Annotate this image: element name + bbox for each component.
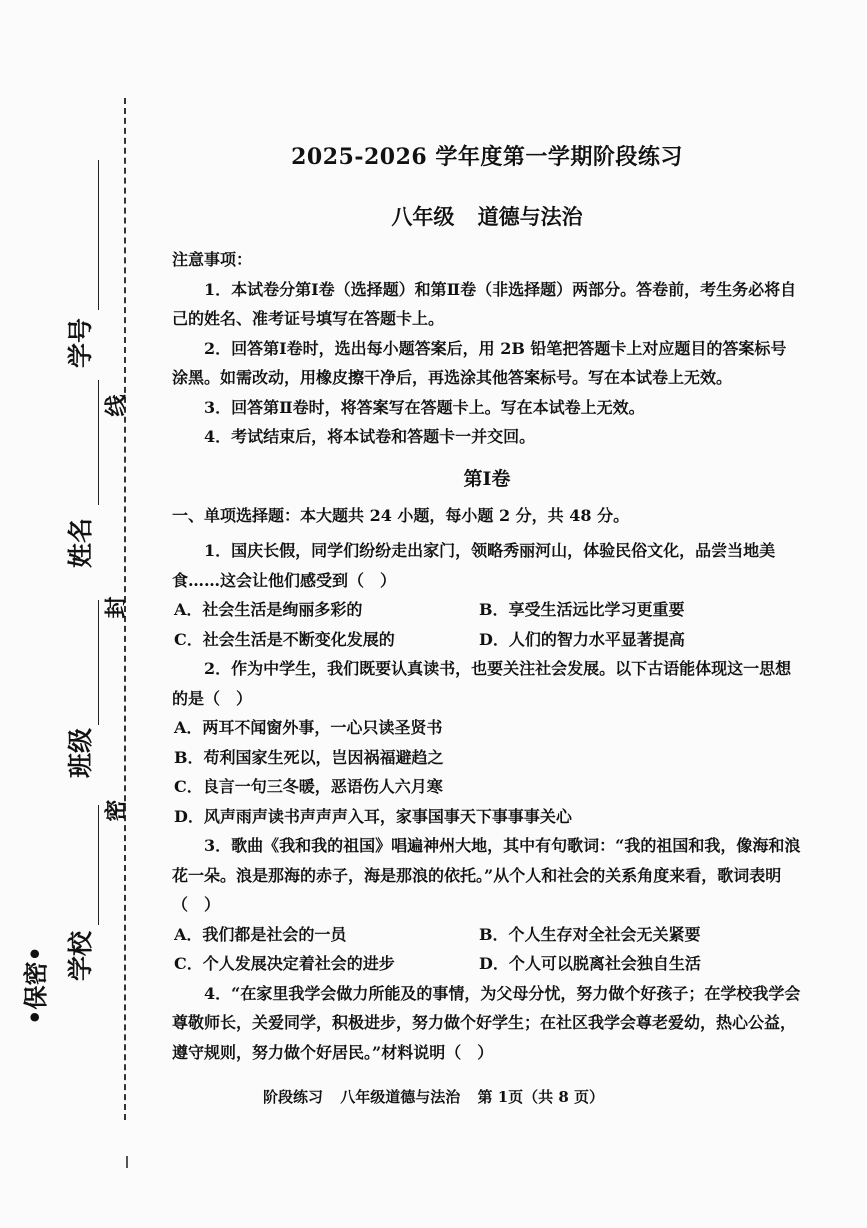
subject-label: 道德与法治 bbox=[477, 204, 583, 229]
q3-option-d: D．个人可以脱离社会独自生活 bbox=[479, 954, 701, 973]
page-footer bbox=[0, 1086, 867, 1107]
q1-option-c: C．社会生活是不断变化发展的 bbox=[174, 629, 395, 649]
q1-option-b: B．享受生活远比学习更重要 bbox=[479, 600, 685, 619]
volume-title: 第Ⅰ卷 bbox=[463, 467, 511, 490]
q3-option-a: A．我们都是社会的一员 bbox=[174, 924, 347, 944]
seal-char-seal: 封 bbox=[103, 596, 130, 619]
q1-option-d: D．人们的智力水平显著提高 bbox=[479, 629, 685, 649]
class-label: 班级 bbox=[66, 727, 96, 779]
question-1-stem: 1．国庆长假，同学们纷纷走出家门，领略秀丽河山，体验民俗文化，品尝当地美食……这会让他们感受到（ ） bbox=[172, 541, 776, 590]
section-title: 一、单项选择题：本大题共 24 小题，每小题 2 分，共 48 分。 bbox=[172, 505, 630, 525]
exam-title: 2025-2026 学年度第一学期阶段练习 bbox=[291, 144, 683, 170]
confidential-mark: •保密• bbox=[20, 946, 50, 1025]
notice-item: 4．考试结束后，将本试卷和答题卡一并交回。 bbox=[204, 427, 536, 446]
class-blank-line bbox=[98, 600, 99, 725]
footer-page-number: 第 1页（共 8 页） bbox=[477, 1088, 605, 1106]
q2-option-b: B．苟利国家生死以，岂因祸福避趋之 bbox=[174, 747, 444, 767]
school-blank-line bbox=[98, 805, 99, 925]
question-1-options-row-1 bbox=[172, 595, 802, 625]
student-id-blank-line bbox=[98, 160, 99, 310]
notice-item: 3．回答第Ⅱ卷时，将答案写在答题卡上。写在本试卷上无效。 bbox=[204, 397, 645, 417]
question-1-options-row-2 bbox=[172, 625, 802, 655]
school-label: 学校 bbox=[66, 930, 96, 982]
notice-item: 2．回答第Ⅰ卷时，选出每小题答案后，用 2B 铅笔把答题卡上对应题目的答案标号涂黑。如需改动，用橡皮擦干净后，再选涂其他答案标号。写在本试卷上无效。 bbox=[172, 338, 787, 387]
exam-body bbox=[172, 130, 802, 1067]
q2-option-d: D．风声雨声读书声声声入耳，家事国事天下事事事关心 bbox=[174, 806, 572, 826]
question-4-stem: 4．“在家里我学会做力所能及的事情，为父母分忧，努力做个好孩子；在学校我学会尊敬师长，关爱同学，积极进步，努力做个好学生；在社区我学会尊老爱幼，热心公益，遵守规则，努力做个好居民。”材料说明（ ） bbox=[172, 983, 801, 1062]
scan-mark bbox=[126, 1156, 128, 1168]
q3-option-b: B．个人生存对全社会无关紧要 bbox=[479, 924, 701, 944]
q2-option-c: C．良言一句三冬暖，恶语伤人六月寒 bbox=[174, 777, 443, 796]
student-id-label: 学号 bbox=[66, 317, 96, 369]
exam-subtitle bbox=[172, 201, 802, 231]
question-3-options-row-2 bbox=[172, 949, 802, 979]
q2-option-a: A．两耳不闻窗外事，一心只读圣贤书 bbox=[174, 718, 443, 737]
grade-label: 八年级 bbox=[391, 204, 455, 229]
seal-char-secret: 密 bbox=[103, 799, 130, 822]
notice-heading: 注意事项： bbox=[172, 250, 253, 269]
seal-char-line: 线 bbox=[103, 394, 130, 417]
question-3-options-row-1 bbox=[172, 920, 802, 950]
question-2-stem: 2．作为中学生，我们既要认真读书，也要关注社会发展。以下古语能体现这一思想的是（ ） bbox=[172, 659, 792, 708]
notice-item: 1．本试卷分第Ⅰ卷（选择题）和第Ⅱ卷（非选择题）两部分。答卷前，考生务必将自己的姓名、准考证号填写在答题卡上。 bbox=[172, 279, 797, 328]
footer-middle: 八年级道德与法治 bbox=[340, 1088, 461, 1106]
q3-option-c: C．个人发展决定着社会的进步 bbox=[174, 954, 395, 973]
name-label: 姓名 bbox=[66, 517, 96, 569]
q1-option-a: A．社会生活是绚丽多彩的 bbox=[174, 600, 363, 619]
footer-left: 阶段练习 bbox=[262, 1088, 323, 1106]
binding-margin bbox=[0, 0, 140, 1228]
question-3-stem: 3．歌曲《我和我的祖国》唱遍神州大地，其中有句歌词：“我的祖国和我，像海和浪花一朵。浪是那海的赤子，海是那浪的依托。”从个人和社会的关系角度来看，歌词表明（ ） bbox=[172, 836, 801, 914]
